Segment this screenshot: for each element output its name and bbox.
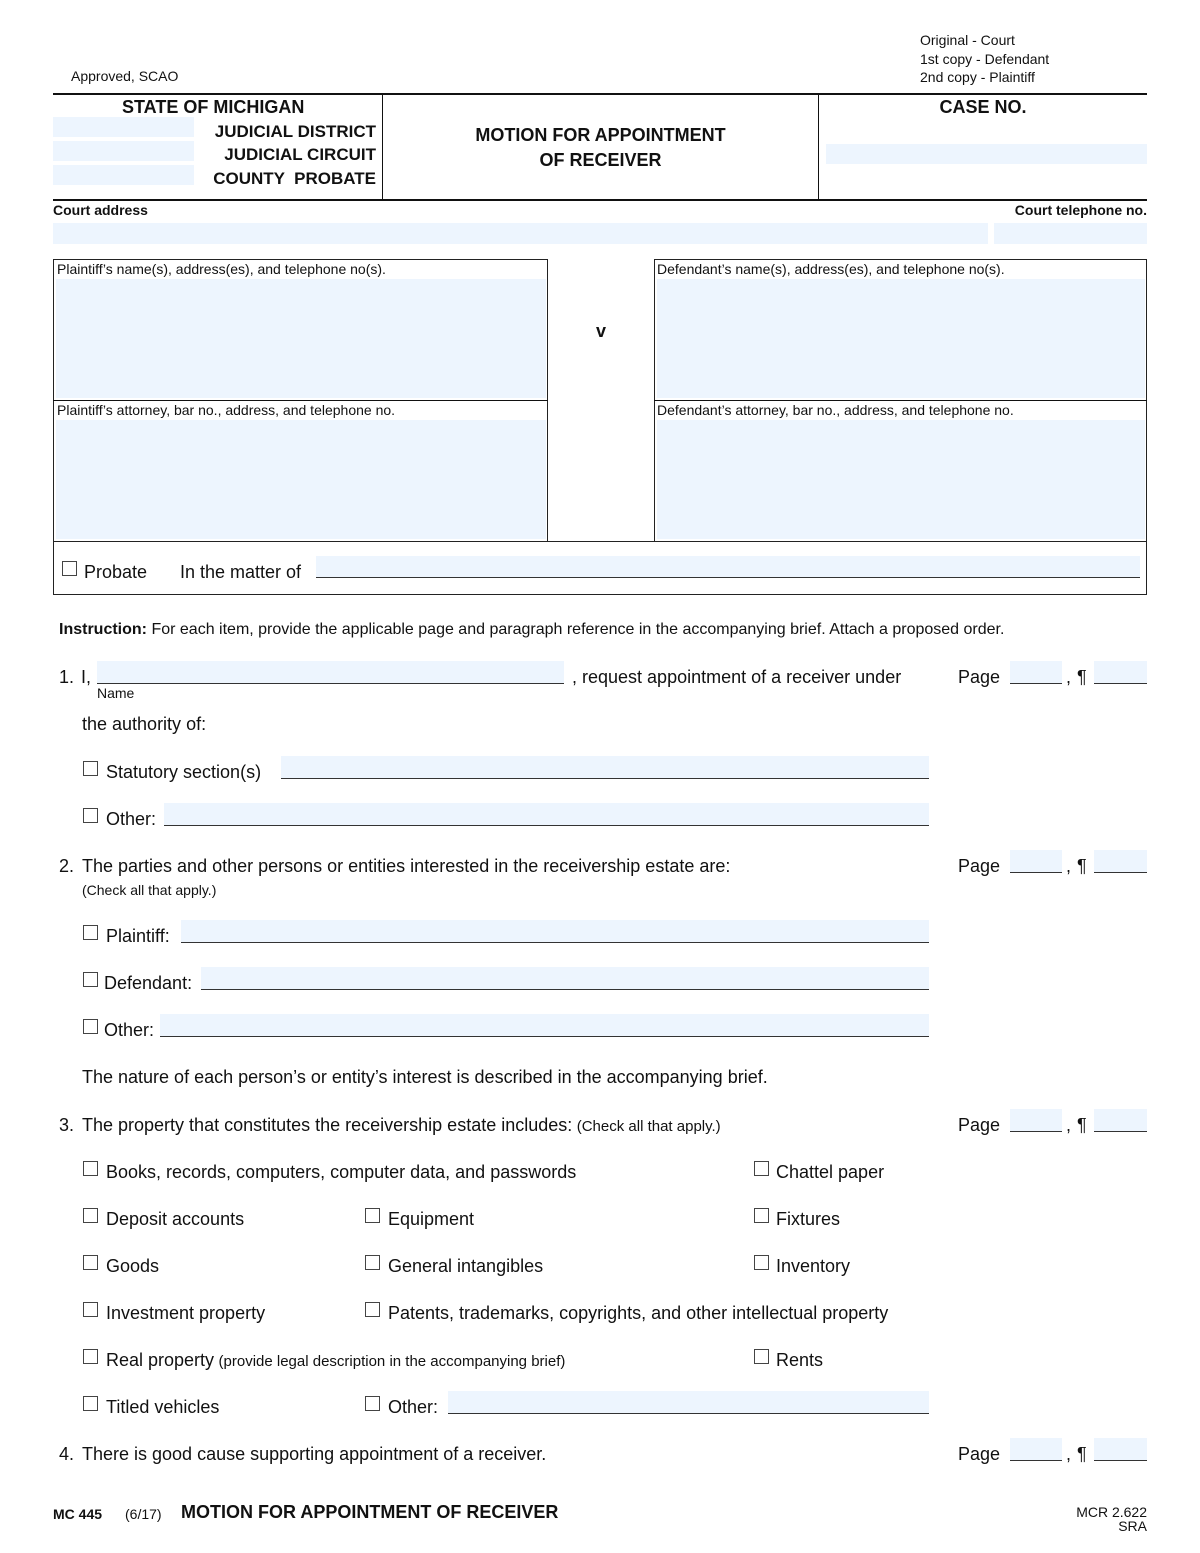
defendant-field[interactable] <box>657 279 1145 398</box>
item1-para-field[interactable] <box>1094 661 1147 684</box>
item3-para-label: ¶ <box>1077 1115 1087 1135</box>
patents-label: Patents, trademarks, copyrights, and other intellectual property <box>388 1303 889 1323</box>
item2-defendant-label: Defendant: <box>104 973 193 993</box>
statutory-checkbox[interactable] <box>83 761 98 776</box>
item2-text: The parties and other persons or entities interested in the receivership estate are: <box>82 856 731 876</box>
chattel-checkbox[interactable] <box>754 1161 769 1176</box>
form-number: MC 445 <box>53 1506 103 1522</box>
fixtures-checkbox[interactable] <box>754 1208 769 1223</box>
defendant-attorney-field[interactable] <box>657 420 1145 539</box>
item2-defendant-checkbox[interactable] <box>83 972 98 987</box>
case-no-field[interactable] <box>826 144 1147 164</box>
item2-other-label: Other: <box>104 1020 155 1040</box>
statutory-field[interactable] <box>281 756 929 779</box>
footer-rule-sra: SRA <box>1118 1518 1147 1534</box>
plaintiff-attorney-field[interactable] <box>56 420 546 539</box>
item1-comma: , <box>1066 667 1072 687</box>
real-property-label: Real property <box>106 1350 215 1370</box>
item4-text: There is good cause supporting appointment of a receiver. <box>82 1444 547 1464</box>
copy-first: 1st copy - Defendant <box>920 50 1050 67</box>
item2-para-field[interactable] <box>1094 850 1147 873</box>
item3-note: (Check all that apply.) <box>576 1118 721 1135</box>
deposit-checkbox[interactable] <box>83 1208 98 1223</box>
copy-distribution <box>920 31 1049 87</box>
item3-number: 3. <box>59 1115 75 1135</box>
item2-para-label: ¶ <box>1077 856 1087 876</box>
item2-nature: The nature of each person’s or entity’s interest is described in the accompanying brief. <box>82 1067 768 1087</box>
intangibles-label: General intangibles <box>388 1256 544 1276</box>
item2-page-label: Page <box>958 856 1001 876</box>
court-address-label: Court address <box>53 202 148 218</box>
deposit-label: Deposit accounts <box>106 1209 245 1229</box>
item1-page-field[interactable] <box>1010 661 1062 684</box>
item2-comma: , <box>1066 856 1072 876</box>
header-top-rule <box>53 93 1147 95</box>
item1-para-label: ¶ <box>1077 667 1087 687</box>
statutory-label: Statutory section(s) <box>106 762 262 782</box>
header-divider-left <box>382 95 383 199</box>
item2-plaintiff-checkbox[interactable] <box>83 925 98 940</box>
judicial-circuit-label: JUDICIAL CIRCUIT <box>224 145 376 164</box>
item3-other-checkbox[interactable] <box>365 1396 380 1411</box>
item1-name-caption: Name <box>97 685 135 701</box>
item3-page-label: Page <box>958 1115 1001 1135</box>
investment-label: Investment property <box>106 1303 266 1323</box>
state-of-michigan: STATE OF MICHIGAN <box>122 97 305 117</box>
plaintiff-box-divider <box>53 400 548 401</box>
books-checkbox[interactable] <box>83 1161 98 1176</box>
equipment-checkbox[interactable] <box>365 1208 380 1223</box>
court-telephone-label: Court telephone no. <box>1014 202 1147 218</box>
real-property <box>106 1350 565 1371</box>
intangibles-checkbox[interactable] <box>365 1255 380 1270</box>
item1-name-field[interactable] <box>97 661 564 684</box>
form-revision: (6/17) <box>125 1506 162 1522</box>
item3-text: The property that constitutes the receivership estate includes: <box>82 1115 573 1135</box>
matter-label: In the matter of <box>180 562 302 582</box>
item3-other-label: Other: <box>388 1397 439 1417</box>
court-telephone-field[interactable] <box>994 223 1147 244</box>
form-title-line2: OF RECEIVER <box>539 150 662 170</box>
item1-other-checkbox[interactable] <box>83 808 98 823</box>
header-bottom-rule <box>53 199 1147 201</box>
item4-page-label: Page <box>958 1444 1001 1464</box>
item4-comma: , <box>1066 1444 1072 1464</box>
instruction <box>59 621 1004 639</box>
approved-label: Approved, SCAO <box>71 68 179 84</box>
equipment-label: Equipment <box>388 1209 475 1229</box>
item4-para-field[interactable] <box>1094 1438 1147 1461</box>
item4-para-label: ¶ <box>1077 1444 1087 1464</box>
vehicles-label: Titled vehicles <box>106 1397 220 1417</box>
item3-heading <box>82 1115 721 1136</box>
plaintiff-label: Plaintiff’s name(s), address(es), and telephone no(s). <box>57 261 386 277</box>
copy-second: 2nd copy - Plaintiff <box>920 69 1035 85</box>
item2-other-checkbox[interactable] <box>83 1019 98 1034</box>
item2-plaintiff-label: Plaintiff: <box>106 926 170 946</box>
item4-number: 4. <box>59 1444 75 1464</box>
item1-prefix: I, <box>81 667 92 687</box>
item1-line2: the authority of: <box>82 714 207 734</box>
item1-suffix: , request appointment of a receiver under <box>572 667 902 687</box>
footer-rule-mcr: MCR 2.622 <box>1076 1504 1147 1520</box>
chattel-label: Chattel paper <box>776 1162 885 1182</box>
judicial-circuit-field[interactable] <box>53 141 194 161</box>
real-property-note: (provide legal description in the accompanying brief) <box>218 1353 566 1370</box>
rents-checkbox[interactable] <box>754 1349 769 1364</box>
plaintiff-field[interactable] <box>56 279 546 398</box>
county-probate-field[interactable] <box>53 165 194 185</box>
rents-label: Rents <box>776 1350 824 1370</box>
item2-number: 2. <box>59 856 75 876</box>
defendant-attorney-label: Defendant’s attorney, bar no., address, and telephone no. <box>657 402 1014 418</box>
defendant-label: Defendant’s name(s), address(es), and telephone no(s). <box>657 261 1005 277</box>
defendant-box-divider <box>654 400 1147 401</box>
footer-rule <box>1000 1505 1147 1533</box>
county-probate-label: COUNTY PROBATE <box>213 169 376 188</box>
matter-field[interactable] <box>316 556 1140 578</box>
item3-other-field[interactable] <box>448 1391 929 1414</box>
judicial-district-field[interactable] <box>53 117 194 137</box>
probate-checkbox[interactable] <box>62 561 77 576</box>
instruction-bold: Instruction: <box>59 621 147 638</box>
item1-page-label: Page <box>958 667 1001 687</box>
footer-title: MOTION FOR APPOINTMENT OF RECEIVER <box>181 1502 559 1522</box>
court-address-field[interactable] <box>53 223 988 244</box>
item2-note: (Check all that apply.) <box>82 882 217 898</box>
inventory-label: Inventory <box>776 1256 851 1276</box>
versus-label: v <box>595 321 606 341</box>
item1-number: 1. <box>59 667 75 687</box>
item3-para-field[interactable] <box>1094 1109 1147 1132</box>
probate-label: Probate <box>84 562 148 582</box>
item2-defendant-field[interactable] <box>201 967 929 990</box>
judicial-district-label: JUDICIAL DISTRICT <box>214 122 376 141</box>
real-property-checkbox[interactable] <box>83 1349 98 1364</box>
item2-page-field[interactable] <box>1010 850 1062 873</box>
goods-label: Goods <box>106 1256 160 1276</box>
goods-checkbox[interactable] <box>83 1255 98 1270</box>
item3-page-field[interactable] <box>1010 1109 1062 1132</box>
books-label: Books, records, computers, computer data, and passwords <box>106 1162 577 1182</box>
item1-other-label: Other: <box>106 809 157 829</box>
form-title-line1: MOTION FOR APPOINTMENT <box>475 125 726 145</box>
item4-page-field[interactable] <box>1010 1438 1062 1461</box>
case-no-label: CASE NO. <box>939 97 1027 117</box>
investment-checkbox[interactable] <box>83 1302 98 1317</box>
item1-other-field[interactable] <box>164 803 929 826</box>
plaintiff-attorney-label: Plaintiff’s attorney, bar no., address, and telephone no. <box>57 402 396 418</box>
instruction-text: For each item, provide the applicable page and paragraph reference in the accompanying brief. Attach a proposed order. <box>151 621 1005 638</box>
item2-other-field[interactable] <box>160 1014 929 1037</box>
vehicles-checkbox[interactable] <box>83 1396 98 1411</box>
copy-original: Original - Court <box>920 32 1015 48</box>
fixtures-label: Fixtures <box>776 1209 841 1229</box>
patents-checkbox[interactable] <box>365 1302 380 1317</box>
inventory-checkbox[interactable] <box>754 1255 769 1270</box>
item2-plaintiff-field[interactable] <box>181 920 929 943</box>
item3-comma: , <box>1066 1115 1072 1135</box>
